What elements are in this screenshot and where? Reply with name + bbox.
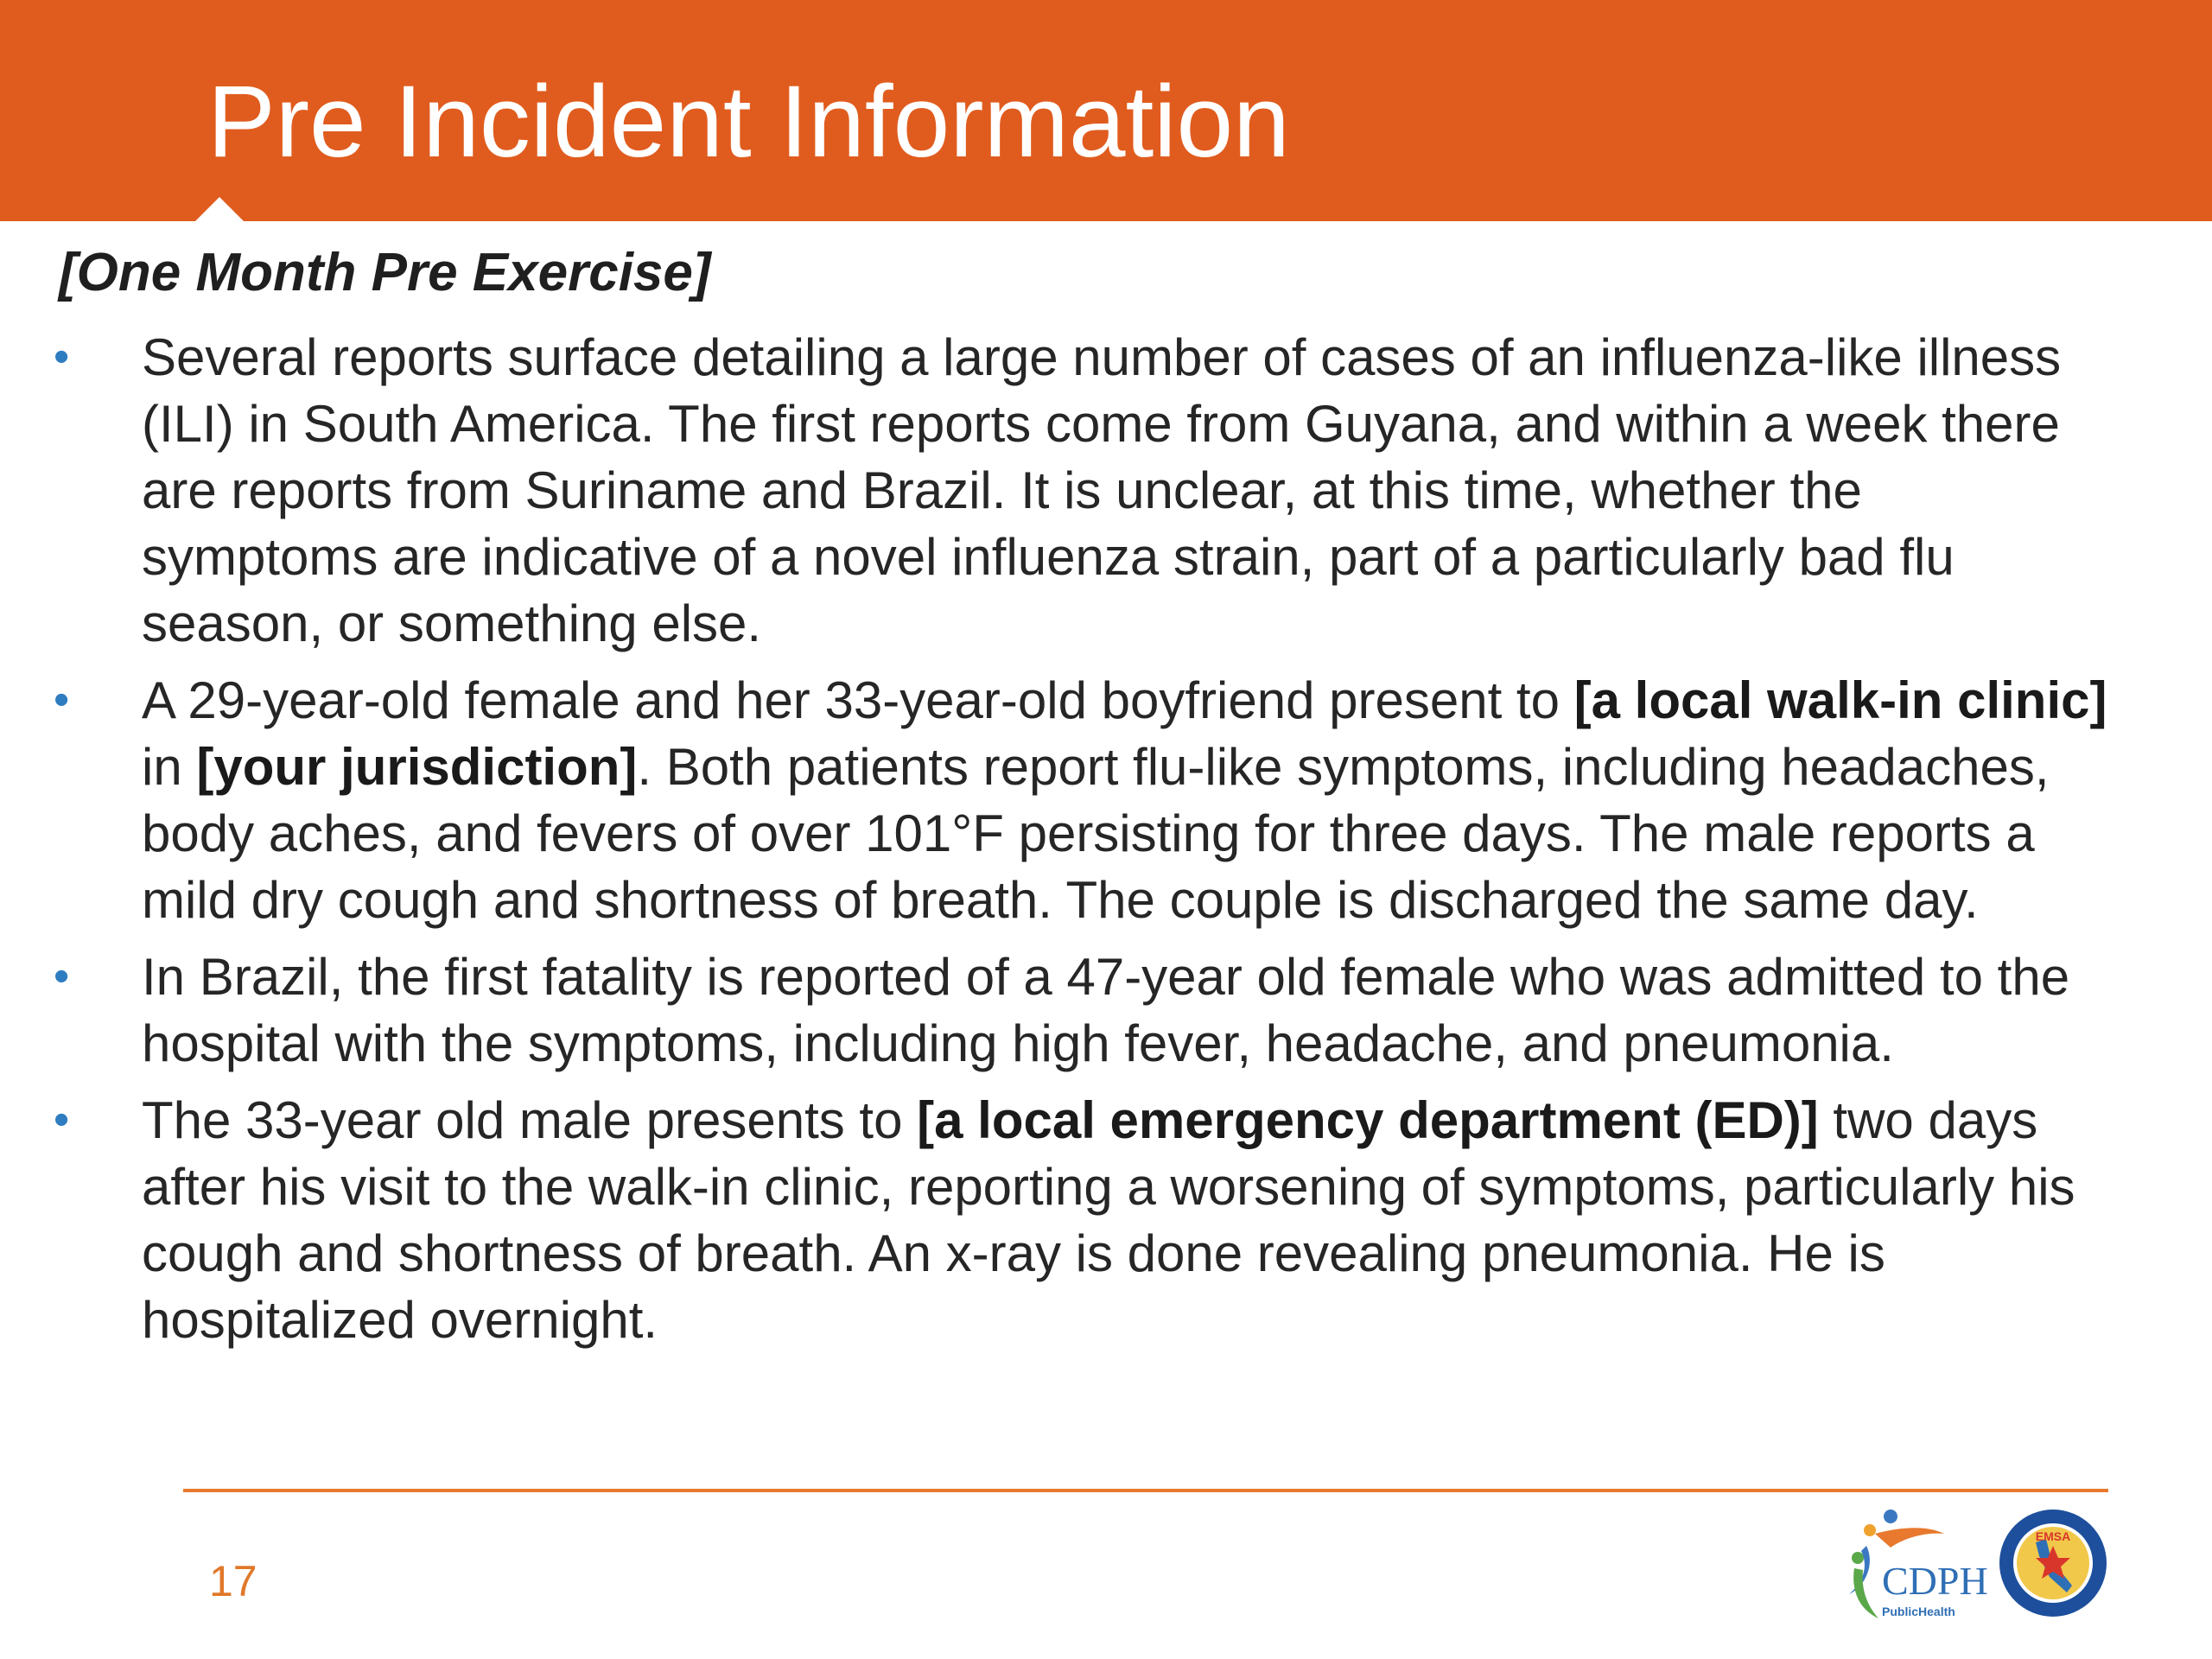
bullet-text: [142, 1087, 2112, 1353]
emsa-seal-icon: [1998, 1508, 2108, 1618]
cdph-logo-icon: [1840, 1508, 1988, 1637]
header-notch: [195, 197, 244, 221]
bullet-text: [142, 324, 2112, 657]
bullet-emphasis: [a local walk-in clinic]: [1573, 671, 2107, 729]
bullet-item: [0, 1087, 2212, 1353]
title-bar: [0, 0, 2212, 221]
bullet-segment: . Both patients report flu-like symptoms, including headaches, body aches, and fevers of over 101°F persisting for three days. The male reports a mild dry cough and shortness of breath. The couple is discharged the same day.: [142, 738, 2050, 929]
bullet-segment: The 33-year old male presents to: [142, 1091, 918, 1149]
cdph-wordmark: CDPH: [1882, 1559, 1988, 1603]
page-number: 17: [209, 1557, 257, 1605]
bullet-text: [142, 667, 2112, 933]
bullet-dot-icon: •: [54, 332, 70, 382]
bullet-text: [142, 944, 2112, 1077]
footer-logos: [1840, 1508, 2108, 1637]
bullet-segment: Several reports surface detailing a large number of cases of an influenza-like illness (ILI) in South America. The first reports come from Guyana, and within a week there are reports from Suriname and Brazil. It is unclear, at this time, whether the symptoms are indicative of a novel influenza strain, part of a particularly bad flu season, or something else.: [142, 328, 2062, 652]
bullet-list: [0, 324, 2212, 1363]
bullet-dot-icon: •: [54, 951, 70, 1001]
bullet-item: [0, 667, 2212, 933]
bullet-dot-icon: •: [54, 675, 70, 725]
emsa-seal-label: EMSA: [2035, 1529, 2071, 1543]
bullet-segment: two days after his visit to the walk-in clinic, reporting a worsening of symptoms, particularly his cough and shortness of breath. An x-ray is done revealing pneumonia. He is hospitalized overnight.: [142, 1091, 2075, 1349]
slide-title: Pre Incident Information: [207, 65, 1290, 179]
bullet-item: [0, 944, 2212, 1077]
cdph-tagline: PublicHealth: [1882, 1605, 1955, 1618]
bullet-segment: A 29-year-old female and her 33-year-old boyfriend present to: [142, 671, 1574, 729]
footer-divider: [183, 1489, 2108, 1492]
bullet-emphasis: [your jurisdiction]: [196, 738, 638, 796]
bullet-segment: In Brazil, the first fatality is reported of a 47-year old female who was admitted to the hospital with the symptoms, including high fever, headache, and pneumonia.: [142, 948, 2070, 1072]
section-subheading: [One Month Pre Exercise]: [59, 243, 711, 302]
bullet-emphasis: [a local emergency department (ED)]: [917, 1091, 1819, 1149]
bullet-segment: in: [142, 738, 197, 796]
bullet-dot-icon: •: [54, 1095, 70, 1145]
bullet-item: [0, 324, 2212, 657]
